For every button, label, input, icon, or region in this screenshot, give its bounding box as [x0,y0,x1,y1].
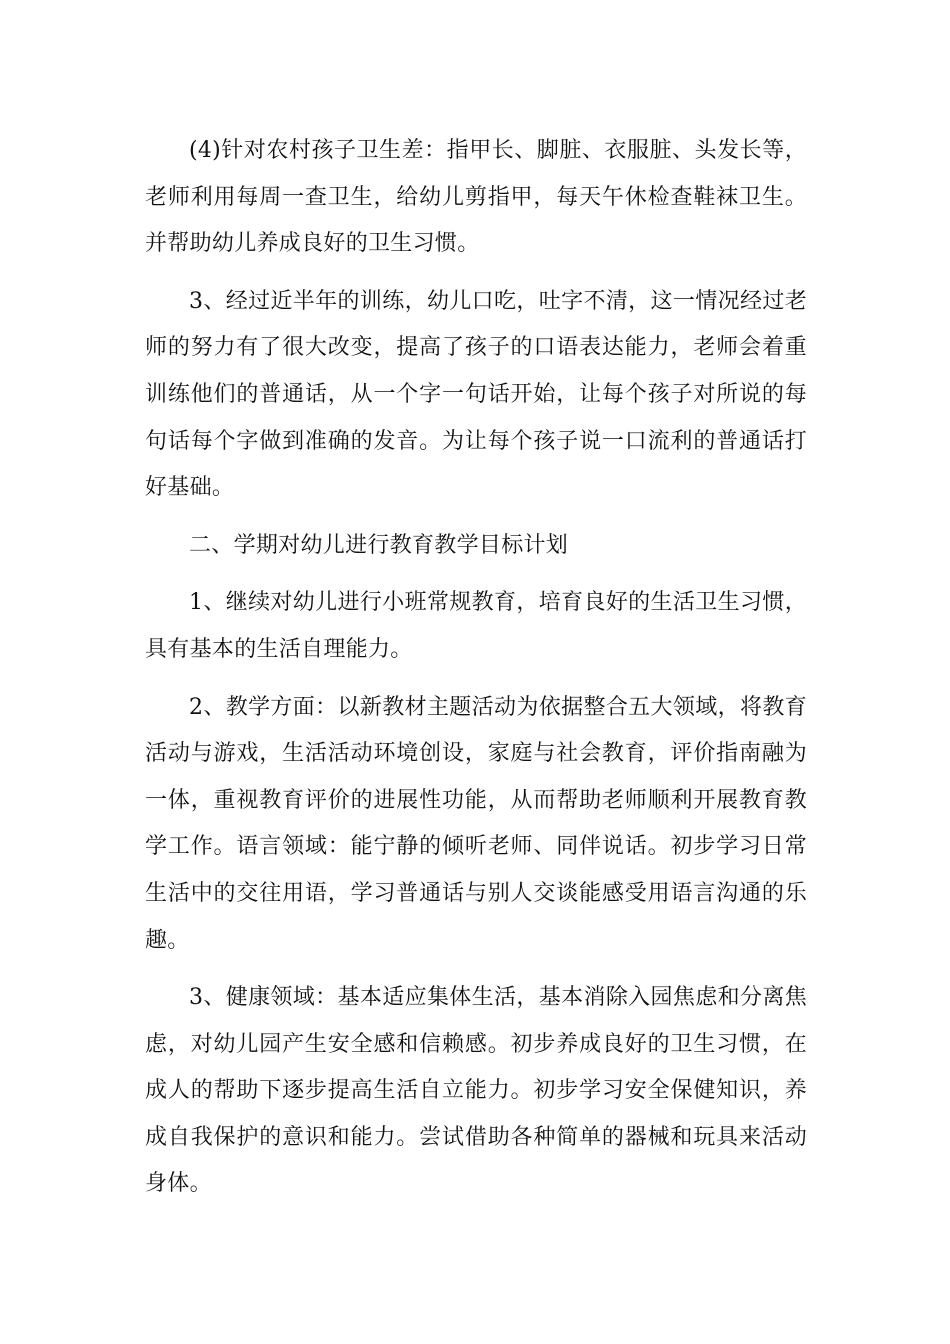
paragraph-speech-training: 3、经过近半年的训练，幼儿口吃，吐字不清，这一情况经过老师的努力有了很大改变，提高了孩子的口语表达能力，老师会着重训练他们的普通话，从一个字一句话开始，让每个孩子对所说的每句话每个字做到准确的发音。为让每个孩子说一口流利的普通话打好基础。 [145,288,807,501]
paragraph-routine-education: 1、继续对幼儿进行小班常规教育，培育良好的生活卫生习惯，具有基本的生活自理能力。 [145,590,807,662]
section-heading-semester-plan: 二、学期对幼儿进行教育教学目标计划 [189,532,569,558]
paragraph-health-domain: 3、健康领域：基本适应集体生活，基本消除入园焦虑和分离焦虑，对幼儿园产生安全感和信赖感。初步养成良好的卫生习惯，在成人的帮助下逐步提高生活自立能力。初步学习安全保健知识，养成自我保护的意识和能力。尝试借助各种简单的器械和玩具来活动身体。 [145,985,807,1197]
document-body [145,128,807,1208]
paragraph-hygiene: (4)针对农村孩子卫生差：指甲长、脚脏、衣服脏、头发长等，老师利用每周一查卫生，给幼儿剪指甲，每天午休检查鞋袜卫生。并帮助幼儿养成良好的卫生习惯。 [145,138,807,257]
paragraph-teaching: 2、教学方面：以新教材主题活动为依据整合五大领域，将教育活动与游戏，生活活动环境创设，家庭与社会教育，评价指南融为一体，重视教育评价的进展性功能，从而帮助老师顺利开展教育教学工作。语言领域：能宁静的倾听老师、同伴说话。初步学习日常生活中的交往用语，学习普通话与别人交谈能感受用语言沟通的乐趣。 [145,694,807,953]
